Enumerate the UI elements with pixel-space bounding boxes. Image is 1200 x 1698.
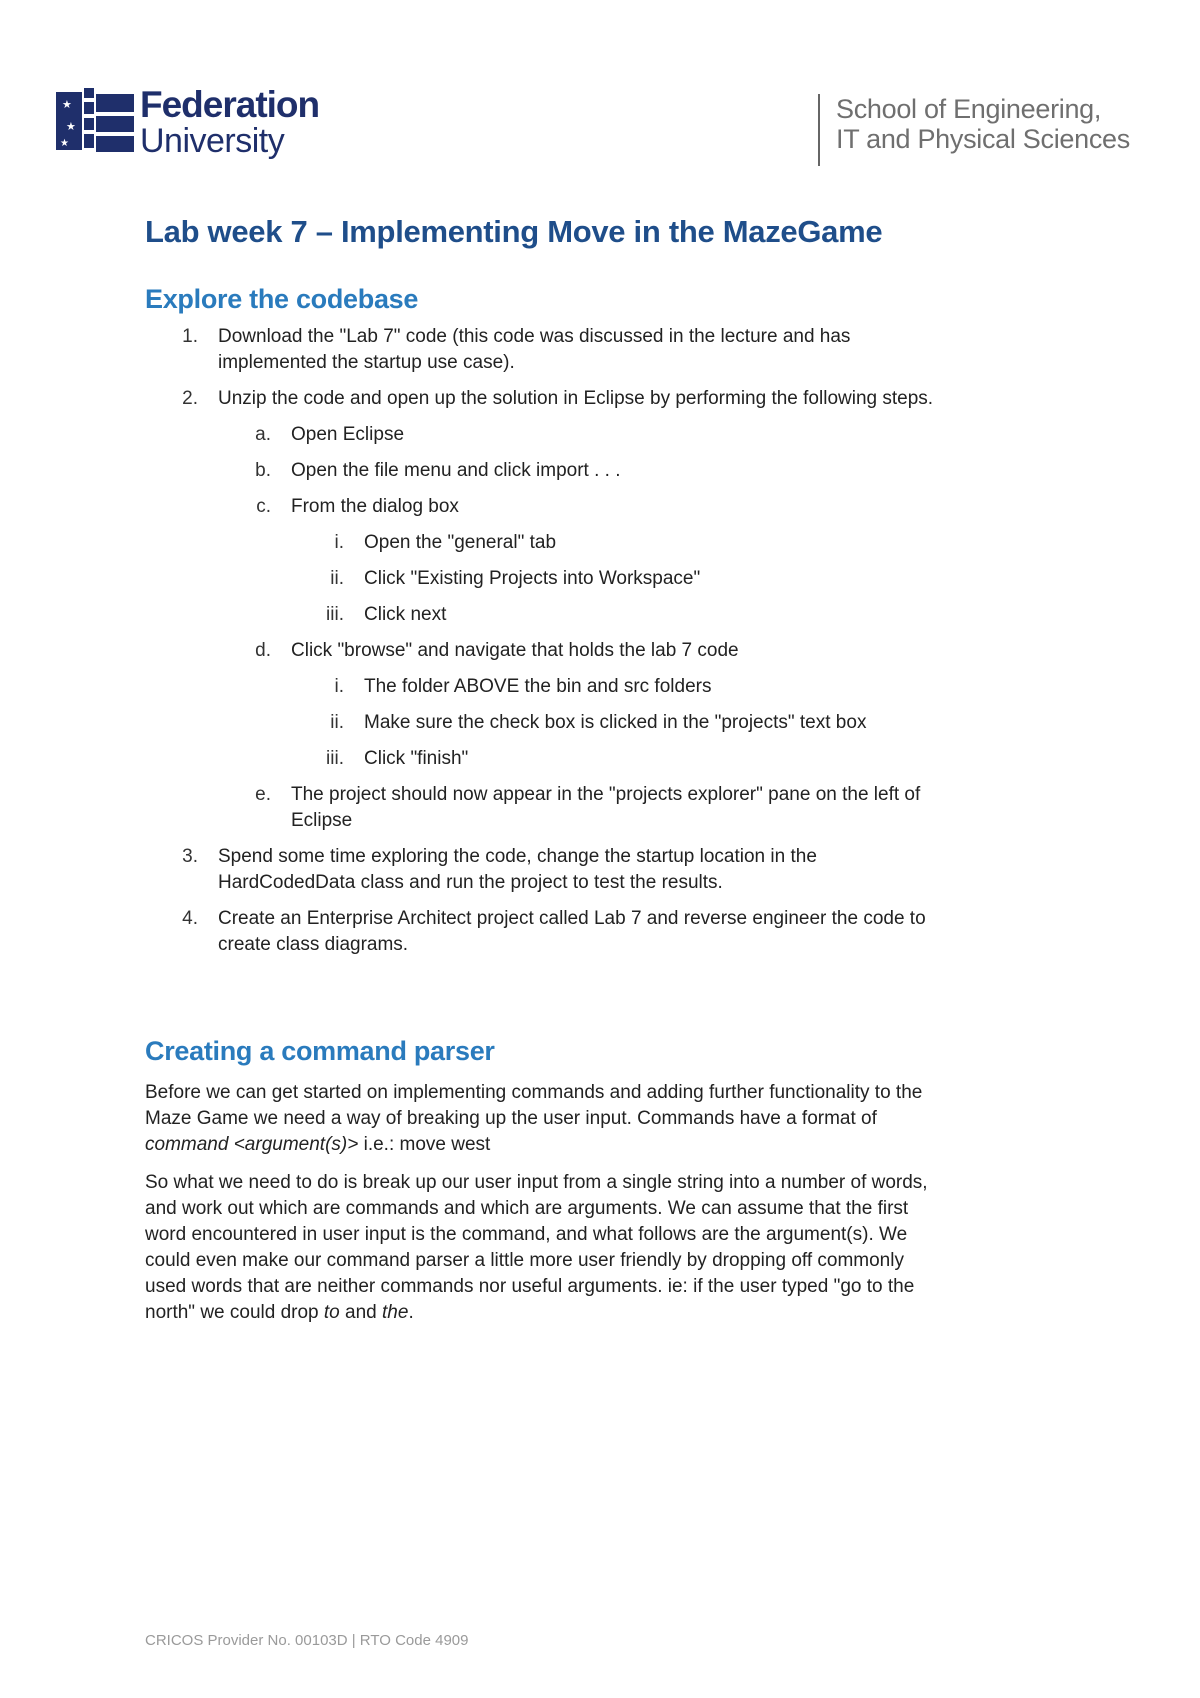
sub-steps-list [218, 422, 945, 834]
list-item-text: Open the "general" tab [364, 532, 557, 553]
list-marker: ii. [330, 712, 344, 733]
list-item [218, 494, 945, 628]
svg-text:★: ★ [60, 138, 69, 149]
list-item-text: Make sure the check box is clicked in the "projects" text box [364, 712, 867, 733]
list-item-text: The project should now appear in the "projects explorer" pane on the left of Eclipse [291, 784, 921, 831]
list-item-text: Unzip the code and open up the solution in Eclipse by performing the following steps. [218, 388, 934, 409]
school-name-line1: School of Engineering, [836, 94, 1102, 124]
flag-logo-icon [56, 88, 136, 154]
list-item [218, 458, 945, 484]
list-item [145, 906, 945, 958]
list-item [291, 602, 945, 628]
paragraph-text-tail: i.e.: move west [358, 1134, 491, 1155]
list-item [145, 386, 945, 834]
list-item-text: Click "Existing Projects into Workspace" [364, 568, 701, 589]
list-item-text: Create an Enterprise Architect project called Lab 7 and reverse engineer the code to create class diagrams. [218, 908, 926, 955]
paragraph-text-mid: and [339, 1302, 383, 1323]
paragraph-command-format [145, 1080, 945, 1158]
section-heading-command-parser: Creating a command parser [145, 1036, 495, 1066]
list-item [291, 566, 945, 592]
list-marker: iii. [326, 604, 344, 625]
list-item [145, 324, 945, 376]
sub-sub-steps-list [291, 674, 945, 772]
school-name-line2: IT and Physical Sciences [836, 124, 1130, 154]
list-marker: iii. [326, 748, 344, 769]
steps-list [145, 324, 945, 958]
list-marker: 1. [182, 326, 198, 347]
list-marker: c. [256, 496, 271, 517]
list-item [291, 530, 945, 556]
sub-sub-steps-list [291, 530, 945, 628]
list-item-text: From the dialog box [291, 496, 459, 517]
document-body [145, 212, 945, 1326]
list-marker: ii. [330, 568, 344, 589]
paragraph-text-tail: . [408, 1302, 414, 1323]
list-item [218, 782, 945, 834]
page-title: Lab week 7 – Implementing Move in the MazeGame [145, 214, 883, 249]
list-item [291, 710, 945, 736]
list-marker: e. [255, 784, 271, 805]
federation-university-logo [56, 86, 326, 162]
logo-wordmark-line1: Federation [140, 84, 320, 125]
emphasis-text: command <argument(s)> [145, 1134, 359, 1155]
list-item-text: The folder ABOVE the bin and src folders [364, 676, 712, 697]
list-marker: 4. [182, 908, 198, 929]
list-item [145, 844, 945, 896]
list-marker: b. [255, 460, 271, 481]
list-item-text: Download the "Lab 7" code (this code was discussed in the lecture and has implemented the startup use case). [218, 326, 851, 373]
footer-provider-info: CRICOS Provider No. 00103D | RTO Code 4909 [145, 1632, 469, 1649]
list-item-text: Click next [364, 604, 447, 625]
list-marker: d. [255, 640, 271, 661]
svg-text:★: ★ [66, 120, 76, 133]
list-marker: i. [334, 676, 344, 697]
list-marker: 3. [182, 846, 198, 867]
logo-wordmark-line2: University [140, 122, 285, 160]
list-item-text: Click "browse" and navigate that holds the lab 7 code [291, 640, 739, 661]
school-name [818, 94, 1130, 166]
list-item-text: Spend some time exploring the code, change the startup location in the HardCodedData class and run the project to test the results. [218, 846, 817, 893]
list-item-text: Click "finish" [364, 748, 469, 769]
paragraph-text: Before we can get started on implementing commands and adding further functionality to the Maze Game we need a way of breaking up the user input. Commands have a format of [145, 1082, 923, 1129]
svg-text:★: ★ [62, 98, 72, 111]
list-item-text: Open Eclipse [291, 424, 405, 445]
list-item [291, 674, 945, 700]
list-item [218, 422, 945, 448]
emphasis-text: to [323, 1302, 340, 1323]
list-marker: i. [334, 532, 344, 553]
emphasis-text: the [382, 1302, 409, 1323]
list-item-text: Open the file menu and click import . . . [291, 460, 621, 481]
list-item [218, 638, 945, 772]
paragraph-text: So what we need to do is break up our user input from a single string into a number of words, and work out which are commands and which are arguments. We can assume that the first word encountered in user input is the command, and what follows are the argument(s). We could even make our command parser a little more user friendly by dropping off commonly used words that are neither commands nor useful arguments. ie: if the user typed "go to the north" we could drop [145, 1172, 928, 1323]
paragraph-parser-explanation [145, 1170, 945, 1326]
list-marker: 2. [182, 388, 198, 409]
list-item [291, 746, 945, 772]
list-marker: a. [255, 424, 271, 445]
section-heading-explore: Explore the codebase [145, 284, 419, 314]
